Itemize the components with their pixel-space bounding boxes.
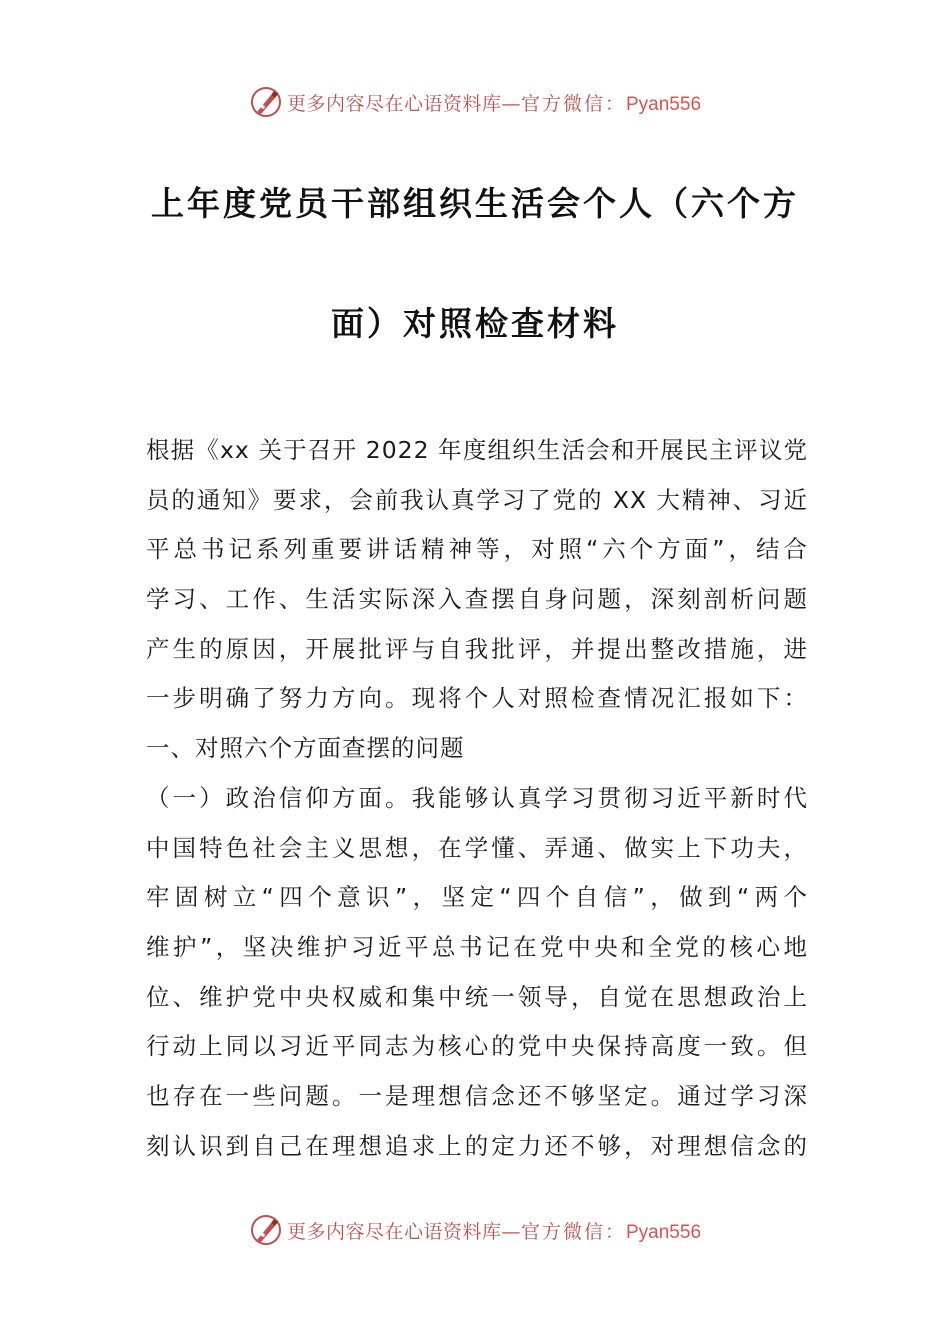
body-line: 牢固树立“四个意识”，坚定“四个自信”，做到“两个 [146, 883, 808, 912]
watermark-dash: — [501, 1220, 521, 1243]
body-line: 也存在一些问题。一是理想信念还不够坚定。通过学习深 [146, 1081, 808, 1110]
document-title-line-2: 面）对照检查材料 [331, 304, 619, 343]
header-watermark [0, 80, 950, 124]
watermark-main-text: 更多内容尽在心语资料库 [286, 92, 502, 115]
watermark-id: Pyan556 [626, 93, 702, 115]
body-line: 维护”，坚决维护习近平总书记在党中央和全党的核心地 [146, 932, 808, 961]
watermark-official-text: 官方微信： [520, 1220, 626, 1243]
body-line: 中国特色社会主义思想，在学懂、弄通、做实上下功夫， [146, 833, 808, 862]
body-line: 位、维护党中央权威和集中统一领导，自觉在思想政治上 [146, 982, 808, 1011]
body-line: 根据《xx 关于召开 2022 年度组织生活会和开展民主评议党 [146, 436, 808, 464]
body-line: 一步明确了努力方向。现将个人对照检查情况汇报如下： [146, 684, 808, 713]
body-line: 刻认识到自己在理想追求上的定力还不够，对理想信念的 [146, 1131, 808, 1160]
body-line: 员的通知》要求，会前我认真学习了党的 XX 大精神、习近 [146, 485, 808, 514]
document-body [146, 426, 808, 1171]
section-heading: 一、对照六个方面查摆的问题 [146, 734, 465, 763]
watermark-main-text: 更多内容尽在心语资料库 [286, 1220, 502, 1243]
pen-nib-logo-icon [249, 85, 283, 119]
body-line: 平总书记系列重要讲话精神等，对照“六个方面”，结合 [146, 535, 808, 564]
body-line: 产生的原因，开展批评与自我批评，并提出整改措施，进 [146, 634, 808, 663]
body-line: 学习、工作、生活实际深入查摆自身问题，深刻剖析问题 [146, 585, 808, 614]
document-title-line-1: 上年度党员干部组织生活会个人（六个方 [151, 184, 799, 223]
body-line: （一）政治信仰方面。我能够认真学习贯彻习近平新时代 [146, 783, 808, 812]
pen-nib-logo-icon [249, 1213, 283, 1247]
body-line: 行动上同以习近平同志为核心的党中央保持高度一致。但 [146, 1032, 808, 1061]
watermark-dash: — [501, 92, 521, 115]
footer-watermark [0, 1208, 950, 1252]
watermark-official-text: 官方微信： [520, 92, 626, 115]
watermark-id: Pyan556 [626, 1221, 702, 1243]
